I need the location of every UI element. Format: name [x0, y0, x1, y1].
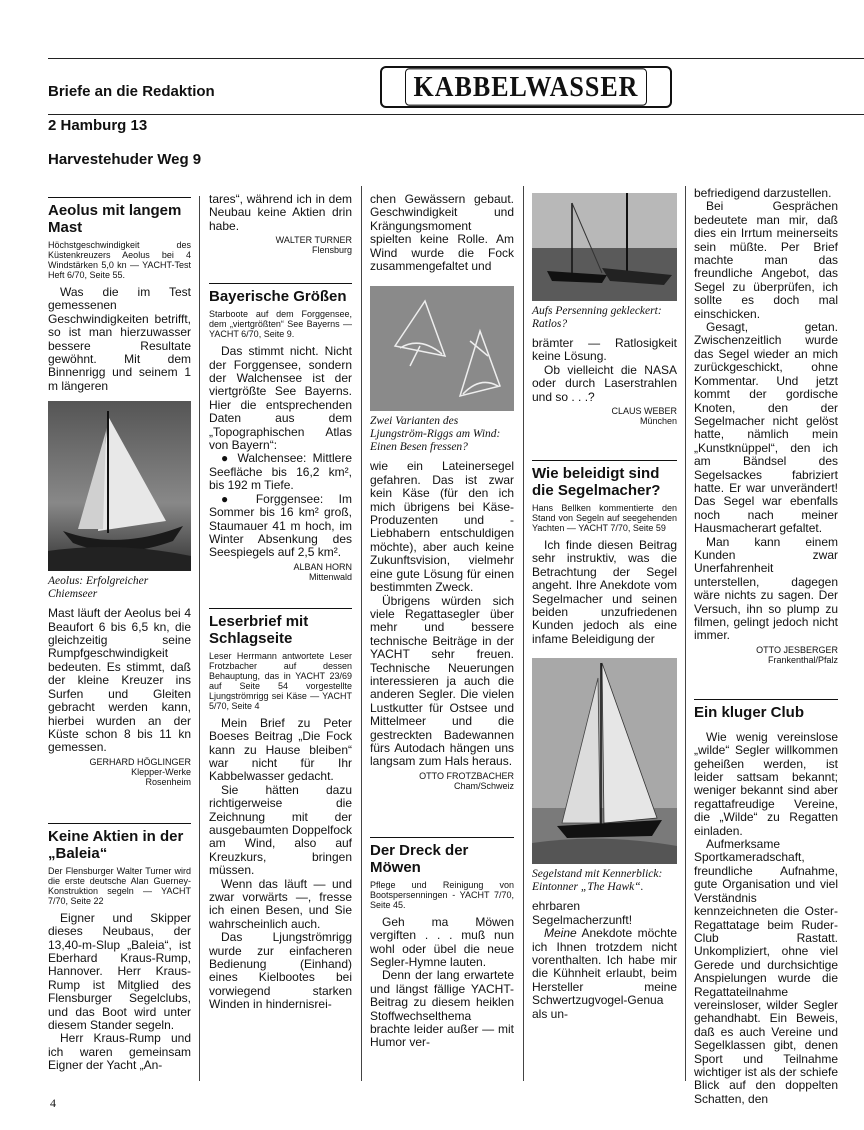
- column-divider: [685, 186, 686, 1081]
- address-line-1: Briefe an die Redaktion: [48, 83, 215, 100]
- body-text: Übrigens würden sich viele Regattasegler über mehr und bessere technische Beiträge in der YACHT sehr freuen. Technische Neuerungen interessieren ja auch die anderen Segler. Die vielen Lustkutter für Ostsee und Mittelmeer und die gestreckten Badewannen fürs Autodach hängen uns langsam zum Hals heraus.: [370, 593, 514, 769]
- body-text: Bei Gesprächen bedeutete man mir, daß dies ein Irrtum meinerseits sein müßte. Per Brief machte man das freundliche Angebot, das Segel zu überprüfen, ich sollte es doch mal einschicken.: [694, 199, 838, 321]
- column-1: [48, 197, 191, 1073]
- body-text: [532, 927, 677, 1021]
- body-text: Ich finde diesen Beitrag sehr instruktiv, was die Betrachtung der Segel angeht. Ihre Anekdote vom Segelmacher und seinen beiden unzufriedenen Kunden jedoch als eine infame Beleidigung der: [532, 538, 677, 646]
- signature-org: Klepper-Werke: [131, 766, 191, 777]
- lead-aeolus: Höchstgeschwindigkeit des Küstenkreuzers Aeolus bei 4 Windstärken 5,0 kn — YACHT-Test Heft 6/70, Seite 55.: [48, 240, 191, 280]
- body-text: Herr Kraus-Rump und ich waren gemeinsam Eigner der Yacht „An-: [48, 1031, 191, 1073]
- body-text: ● Forggensee: Im Sommer bis 16 km² groß, Staumauer 41 m hoch, im Winter Absenkung des Seespiegels auf 2,5 km².: [209, 491, 352, 560]
- body-text: tares“, während ich in dem Neubau keine Aktien drin habe.: [209, 192, 352, 233]
- editorial-address: [48, 66, 215, 185]
- body-text: Man kann einem Kunden zwar Unerfahrenheit unterstellen, dagegen wäre nichts zu sagen. Der Versuch, ihn so plump zu filmen, gelingt jedoch nicht immer.: [694, 534, 838, 643]
- body-text: Das stimmt nicht. Nicht der Forggensee, sondern der Walchensee ist der viertgrößte See Bayerns. Hier die entsprechenden Daten aus dem „Topographischen Atlas von Bayern“:: [209, 344, 352, 453]
- body-text: Aufmerksame Sportkameradschaft, freundliche Aufnahme, gute Organisation und viel Verständnis kennzeichneten die Oster-Regattatage beim Ruder-Club Rastatt. Unkompliziert, ohne viel Gerede und durchsichtige Anspielungen wurde die Regattateilnahme vereinsloser, wilder Segler gehandhabt. Ein Beweis, daß es auch Vereine und Segelklassen gibt, denen Sport und Teilnahme wichtiger ist als der schiefe Blick auf den doppelten Schatten, den: [694, 837, 838, 1106]
- caption-persenning: Aufs Persenning gekleckert: Ratlos?: [532, 305, 662, 330]
- emphasis-meine: Meine: [544, 926, 577, 941]
- signature-city: Flensburg: [311, 245, 352, 256]
- lead-leserbrief: Leser Herrmann antwortete Leser Frotzbacher auf dessen Behauptung, das in YACHT 23/69 auf Seite 54 vorgestellte Ljungströmrigg sei Käse — YACHT 5/70, Seite 4: [209, 650, 352, 711]
- signature-name: GERHARD HÖGLINGER: [89, 756, 191, 767]
- signature-city: München: [639, 416, 677, 427]
- address-line-3: Harvestehuder Weg 9: [48, 151, 202, 168]
- logo-text: KABBELWASSER: [405, 68, 648, 105]
- column-divider: [361, 186, 362, 1081]
- body-text: befriedigend darzustellen.: [694, 186, 832, 200]
- signature-name: OTTO JESBERGER: [756, 644, 838, 655]
- body-text: Wie wenig vereinslose „wilde“ Segler willkommen geheißen werden, ist leider sattsam bekannt; weniger bekannt sind aber regattafreudige Vereine, die „Wilde“ zu Regatten einladen.: [694, 729, 838, 838]
- body-text: chen Gewässern gebaut. Geschwindigkeit und Krängungsmoment spielten keine Rolle. Am Wind wurde die Fock zusammengefaltet und: [370, 192, 514, 274]
- address-line-2: 2 Hamburg 13: [48, 117, 148, 134]
- body-text: brämter — Ratlosigkeit keine Lösung.: [532, 336, 677, 364]
- body-text-continued: Anekdote möchte ich Ihnen trotzdem nicht vorenthalten. Ich habe mir die Kühnheit erlaubt, beim Hersteller meine Schwertzugvogel-Genua als un-: [532, 926, 677, 1021]
- body-text: Wenn das läuft — und zwar vorwärts —, fresse ich einen Besen, und Sie wahrscheinlich auch.: [209, 876, 352, 931]
- signature: [48, 757, 191, 787]
- header-bottom-rule: [48, 114, 864, 115]
- body-text: ehrbaren Segelmacherzunft!: [532, 899, 633, 927]
- body-text: Eigner und Skipper dieses Neubaus, der 13,40-m-Slup „Baleia“, ist Eberhard Kraus-Rump, Hannover. Herr Kraus-Rump ist Mitglied des Flensburger Segelclubs, und das Boot wird unter diesem Stander segeln.: [48, 910, 191, 1032]
- signature: [532, 406, 677, 426]
- body-text: Denn der lang erwartete und längst fällige YACHT-Beitrag zu diesem heiklen Stoffwechselthema brachte leider außer — mit Humor ver-: [370, 968, 514, 1050]
- lead-baleia: Der Flensburger Walter Turner wird die erste deutsche Alan Guerney-Konstruktion segeln — YACHT 7/70, Seite 22: [48, 865, 191, 906]
- headline-moewen: Der Dreck der Möwen: [370, 837, 514, 876]
- body-text: Gesagt, getan. Zwischenzeitlich wurde das Segel wieder an mich zurückgeschickt, ohne Kommentar. Und jetzt kommt der gordische Knoten, den der Segelmacher nicht gelöst hatte, nämlich mein „Kunstknüppel“, den ich am Bändsel des Segelsackes fabriziert hatte. Er war unverändert! Das Segel war ebenfalls noch nach meiner Hausmacherart gefaltet.: [694, 320, 838, 536]
- kabbelwasser-logo: [380, 66, 672, 108]
- signature-name: OTTO FROTZBACHER: [419, 770, 514, 781]
- signature: [370, 771, 514, 791]
- body-text: wie ein Lateinersegel gefahren. Das ist zwar kein Käse (für den ich mich übrigens bei Käse-Produzenten und -Liebhabern entschuldigen möchte), aber auch keine Zukunftsvision, vielmehr eine gute Lösung für einen bestimmten Zweck.: [370, 459, 514, 595]
- drawing-ljungstroem-rigs: [370, 286, 514, 411]
- photo-the-hawk: [532, 658, 677, 864]
- lead-bayerische: Starboote auf dem Forggensee, dem „viertgrößten“ See Bayerns — YACHT 6/70, Seite 9.: [209, 309, 352, 340]
- body-text: Mein Brief zu Peter Boeses Beitrag „Die Fock kann zu Hause bleiben“ war nicht für Ihr Kabbelwasser gedacht.: [209, 715, 352, 784]
- signature-name: CLAUS WEBER: [611, 406, 677, 417]
- column-2: [209, 193, 352, 1012]
- photo-aeolus-sailboat: [48, 401, 191, 571]
- body-text: Geh ma Möwen vergiften . . . muß nun wohl oder übel die neue Segler-Hymne lauten.: [370, 914, 514, 969]
- headline-bayerische: Bayerische Größen: [209, 283, 352, 305]
- signature-name: WALTER TURNER: [275, 235, 352, 246]
- headline-kluger-club: Ein kluger Club: [694, 699, 838, 721]
- signature-city: Cham/Schweiz: [453, 780, 514, 791]
- caption-aeolus: Aeolus: Erfolgreicher Chiemseer: [48, 575, 149, 601]
- headline-leserbrief: Leserbrief mit Schlagseite: [209, 608, 352, 647]
- body-text: Was die im Test gemessenen Geschwindigkeiten betrifft, so ist man hierzuwasser bessere Resultate gewöhnt. Mit dem Binnenrigg und seinem 1 m längeren: [48, 285, 191, 393]
- caption-the-hawk: Segelstand mit Kennerblick: Eintonner „The Hawk“.: [532, 868, 663, 894]
- lead-segelmacher: Hans Bellken kommentierte den Stand von Segeln auf seegehenden Yachten — YACHT 7/70, Seite 59: [532, 503, 677, 534]
- signature-city: Rosenheim: [145, 776, 191, 787]
- body-text: Das Ljungströmrigg wurde zur einfacheren Bedienung (Einhand) eines Kielbootes bei vorwiegend starken Winden in hindernisrei-: [209, 930, 352, 1012]
- column-divider: [199, 196, 200, 1081]
- signature-name: ALBAN HORN: [293, 561, 352, 572]
- column-5: [694, 187, 838, 1106]
- signature: [209, 235, 352, 255]
- signature-city: Mittenwald: [308, 571, 352, 582]
- headline-aeolus: Aeolus mit langem Mast: [48, 197, 191, 236]
- body-text: Ob vielleicht die NASA oder durch Laserstrahlen und so . . .?: [532, 362, 677, 404]
- signature-city: Frankenthal/Pfalz: [767, 654, 838, 665]
- headline-baleia: Keine Aktien in der „Baleia“: [48, 823, 191, 862]
- column-divider: [523, 186, 524, 1081]
- body-text: Mast läuft der Aeolus bei 4 Beaufort 6 bis 6,5 kn, die gleichzeitig seine Rumpfgeschwindigkeit bedeuten. Es stimmt, daß der kleine Kreuzer ins Surfen und Gleiten gebracht werden kann, hierbei wurden an der Küste schon 8 bis 11 kn gemessen.: [48, 606, 191, 755]
- signature: [694, 645, 838, 665]
- page-number: 4: [50, 1096, 56, 1110]
- body-text: ● Walchensee: Mittlere Seefläche bis 16,2 km², bis 192 m Tiefe.: [209, 451, 352, 493]
- signature: [209, 562, 352, 582]
- column-3: [370, 193, 514, 1050]
- headline-segelmacher: Wie beleidigt sind die Segelmacher?: [532, 460, 677, 499]
- body-text: Sie hätten dazu richtigerweise die Zeichnung mit der ausgebaumten Doppelfock am Wind, also auf Kreuzkurs, bringen müssen.: [209, 782, 352, 878]
- photo-moored-boats: [532, 193, 677, 301]
- caption-ljungstroem: Zwei Varianten des Ljungström-Riggs am Wind: Einen Besen fressen?: [370, 415, 501, 454]
- column-4: [532, 193, 677, 1021]
- top-rule: [48, 58, 864, 59]
- lead-moewen: Pflege und Reinigung von Bootspersenningen - YACHT 7/70, Seite 45.: [370, 879, 514, 910]
